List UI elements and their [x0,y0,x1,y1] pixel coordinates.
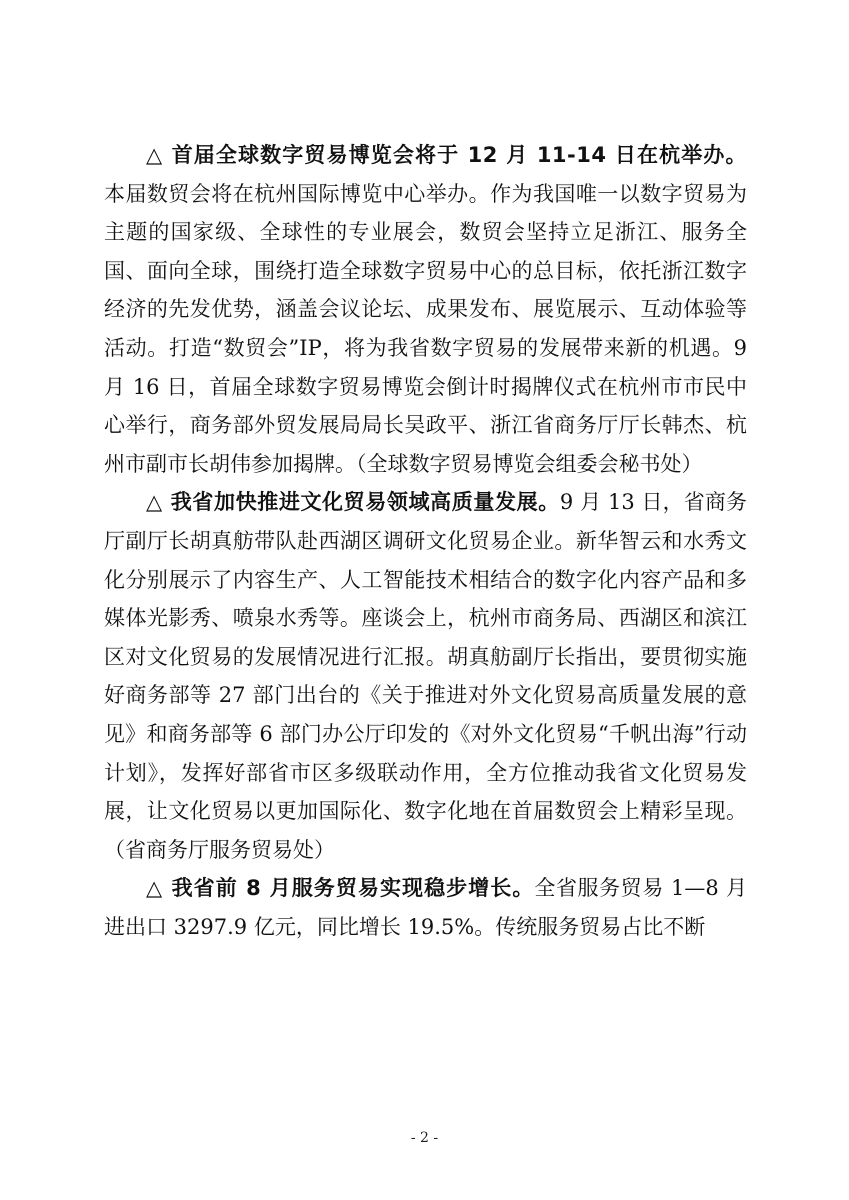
news-body: 9 月 13 日，省商务厅副厅长胡真舫带队赴西湖区调研文化贸易企业。新华智云和水秀文化分别展示了内容生产、人工智能技术相结合的数字化内容产品和多媒体光影秀、喷泉水秀等。座谈会上，杭州市商务局、西湖区和滨江区对文化贸易的发展情况进行汇报。胡真舫副厅长指出，要贯彻实施好商务部等 27 部门出台的《关于推进对外文化贸易高质量发展的意见》和商务部等 6 部门办公厅印发的《对外文化贸易“千帆出海”行动计划》，发挥好部省市区多级联动作用，全方位推动我省文化贸易发展，让文化贸易以更加国际化、数字化地在首届数贸会上精彩呈现。（省商务厅服务贸易处） [104,490,747,862]
news-body: 全省服务贸易 1—8 月进出口 3297.9 亿元，同比增长 19.5%。传统服务贸易占比不断 [104,876,747,939]
news-headline: △ 我省加快推进文化贸易领域高质量发展。 [146,490,560,515]
news-headline: △ 首届全球数字贸易博览会将于 12 月 11-14 日在杭举办。 [146,143,747,167]
news-body: 本届数贸会将在杭州国际博览中心举办。作为我国唯一以数字贸易为主题的国家级、全球性的专业展会，数贸会坚持立足浙江、服务全国、面向全球，围绕打造全球数字贸易中心的总目标，依托浙江数字经济的先发优势，涵盖会议论坛、成果发布、展览展示、互动体验等活动。打造“数贸会”IP，将为我省数字贸易的发展带来新的机遇。9 月 16 日，首届全球数字贸易博览会倒计时揭牌仪式在杭州市市民中心举行，商务部外贸发展局局长吴政平、浙江省商务厅厅长韩杰、杭州市副市长胡伟参加揭牌。（全球数字贸易博览会组委会秘书处） [104,181,747,476]
news-item-digital-trade-expo [104,136,747,483]
news-item-service-trade [104,869,747,946]
page-number: - 2 - [410,1130,439,1146]
news-headline: △ 我省前 8 月服务贸易实现稳步增长。 [146,876,535,901]
news-item-cultural-trade [104,483,747,869]
document-body [104,136,747,946]
